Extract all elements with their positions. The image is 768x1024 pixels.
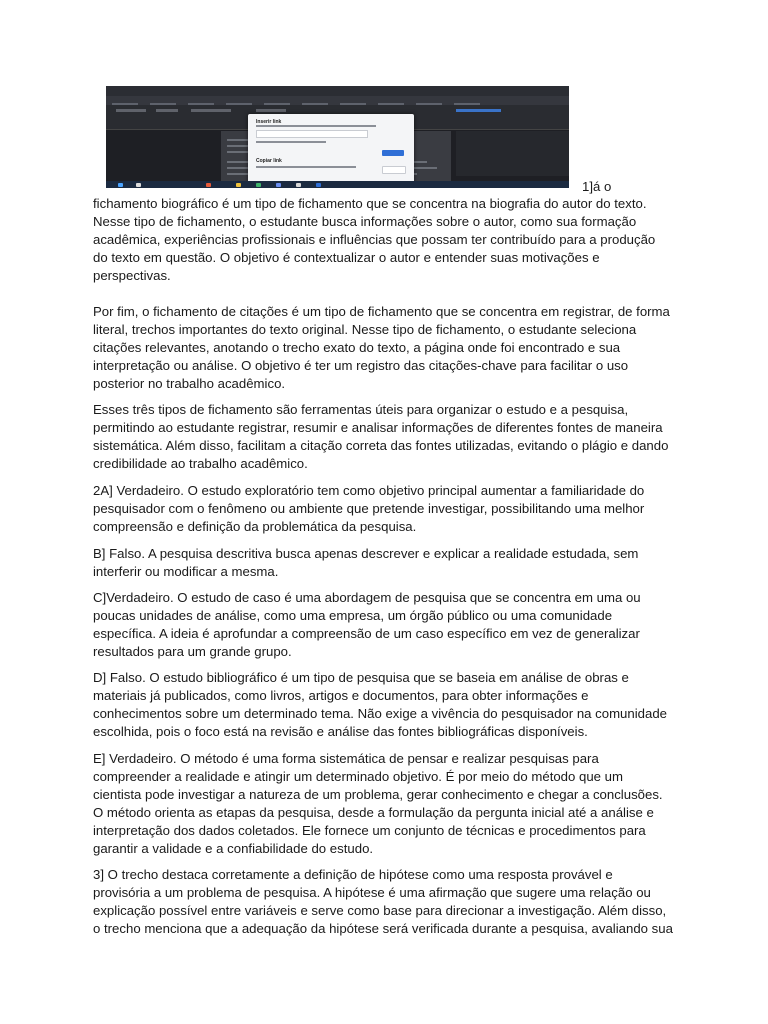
browser-tab-bar bbox=[106, 86, 569, 96]
paragraph-2d: D] Falso. O estudo bibliográfico é um tipo de pesquisa que se baseia em análise de obras e materiais já publicados, como livros, artigos e documentos, para obter informações e conhecimentos sobre um determinado tema. Não exige a vivência do pesquisador na comunidade escolhida, pois o foco está na revisão e análise das fontes bibliográficas disponíveis. bbox=[93, 670, 667, 739]
insert-button bbox=[382, 150, 404, 156]
paragraph-fichamento-citacoes: Por fim, o fichamento de citações é um tipo de fichamento que se concentra em registrar, de forma literal, trechos importantes do texto original. Nesse tipo de fichamento, o estudante seleciona citações relevantes, anotando o trecho exato do texto, a página onde foi encontrado e sua interpretação ou análise. O objetivo é ter um registro das citações-chave para facilitar o uso posterior no trabalho acadêmico. bbox=[93, 304, 670, 391]
insert-link-dialog bbox=[248, 114, 414, 186]
paragraph-tipos-fichamento: Esses três tipos de fichamento são ferramentas úteis para organizar o estudo e a pesquisa, permitindo ao estudante registrar, resumir e analisar informações de diferentes fontes de maneira sistemática. Além disso, facilitam a citação correta das fontes utilizadas, evitando o plágio e dando credibilidade ao trabalho acadêmico. bbox=[93, 402, 669, 471]
paragraph-fichamento-biografico: fichamento biográfico é um tipo de fichamento que se concentra na biografia do autor do texto. Nesse tipo de fichamento, o estudante busca informações sobre o autor, como sua formação acadêmica, experiências profissionais e influências que possam ter contribuído para a produção do texto em questão. O objetivo é contextualizar o autor e entender suas motivações e perspectivas. bbox=[93, 196, 656, 283]
side-panel bbox=[456, 131, 569, 176]
taskbar bbox=[106, 181, 569, 188]
paragraph-2c: C]Verdadeiro. O estudo de caso é uma abordagem de pesquisa que se concentra em uma ou poucas unidades de análise, como uma empresa, um órgão público ou uma comunidade específica. A ideia é aprofundar a compreensão de um caso específico em vez de generalizar resultados para um grande grupo. bbox=[93, 590, 641, 659]
paragraph-3: 3] O trecho destaca corretamente a definição de hipótese como uma resposta provável e provisória a um problema de pesquisa. A hipótese é uma afirmação que sugere uma relação ou explicação possível entre variáveis e serve como base para direcionar a investigação. Além disso, o trecho menciona que a adequação da hipótese será verificada durante a pesquisa, avaliando sua bbox=[93, 867, 673, 936]
dialog-title: Inserir link bbox=[256, 119, 282, 125]
embedded-screenshot-image bbox=[106, 86, 569, 188]
paragraph-2e: E] Verdadeiro. O método é uma forma sistemática de pensar e realizar pesquisas para compreender a realidade e atingir um determinado objetivo. É por meio do método que um cientista pode investigar a natureza de um problema, gerar conhecimento e chegar a conclusões. O método orienta as etapas da pesquisa, desde a formulação da pergunta inicial até a análise e interpretação dos dados coletados. Ele fornece um conjunto de técnicas e procedimentos para garantir a validade e a confiabilidade do estudo. bbox=[93, 751, 663, 856]
dialog-subtitle: Copiar link bbox=[256, 158, 282, 164]
section-marker: 1]á o bbox=[582, 179, 612, 194]
bookmarks-bar bbox=[106, 96, 569, 105]
link-input bbox=[256, 130, 368, 138]
copy-button bbox=[382, 166, 406, 174]
paragraph-2a: 2A] Verdadeiro. O estudo exploratório tem como objetivo principal aumentar a familiaridade do pesquisador com o fenômeno ou ambiente que pretende investigar, possibilitando uma melhor compreensão e definição da problemática da pesquisa. bbox=[93, 483, 645, 534]
paragraph-2b: B] Falso. A pesquisa descritiva busca apenas descrever e explicar a realidade estudada, sem interferir ou modificar a mesma. bbox=[93, 546, 639, 579]
